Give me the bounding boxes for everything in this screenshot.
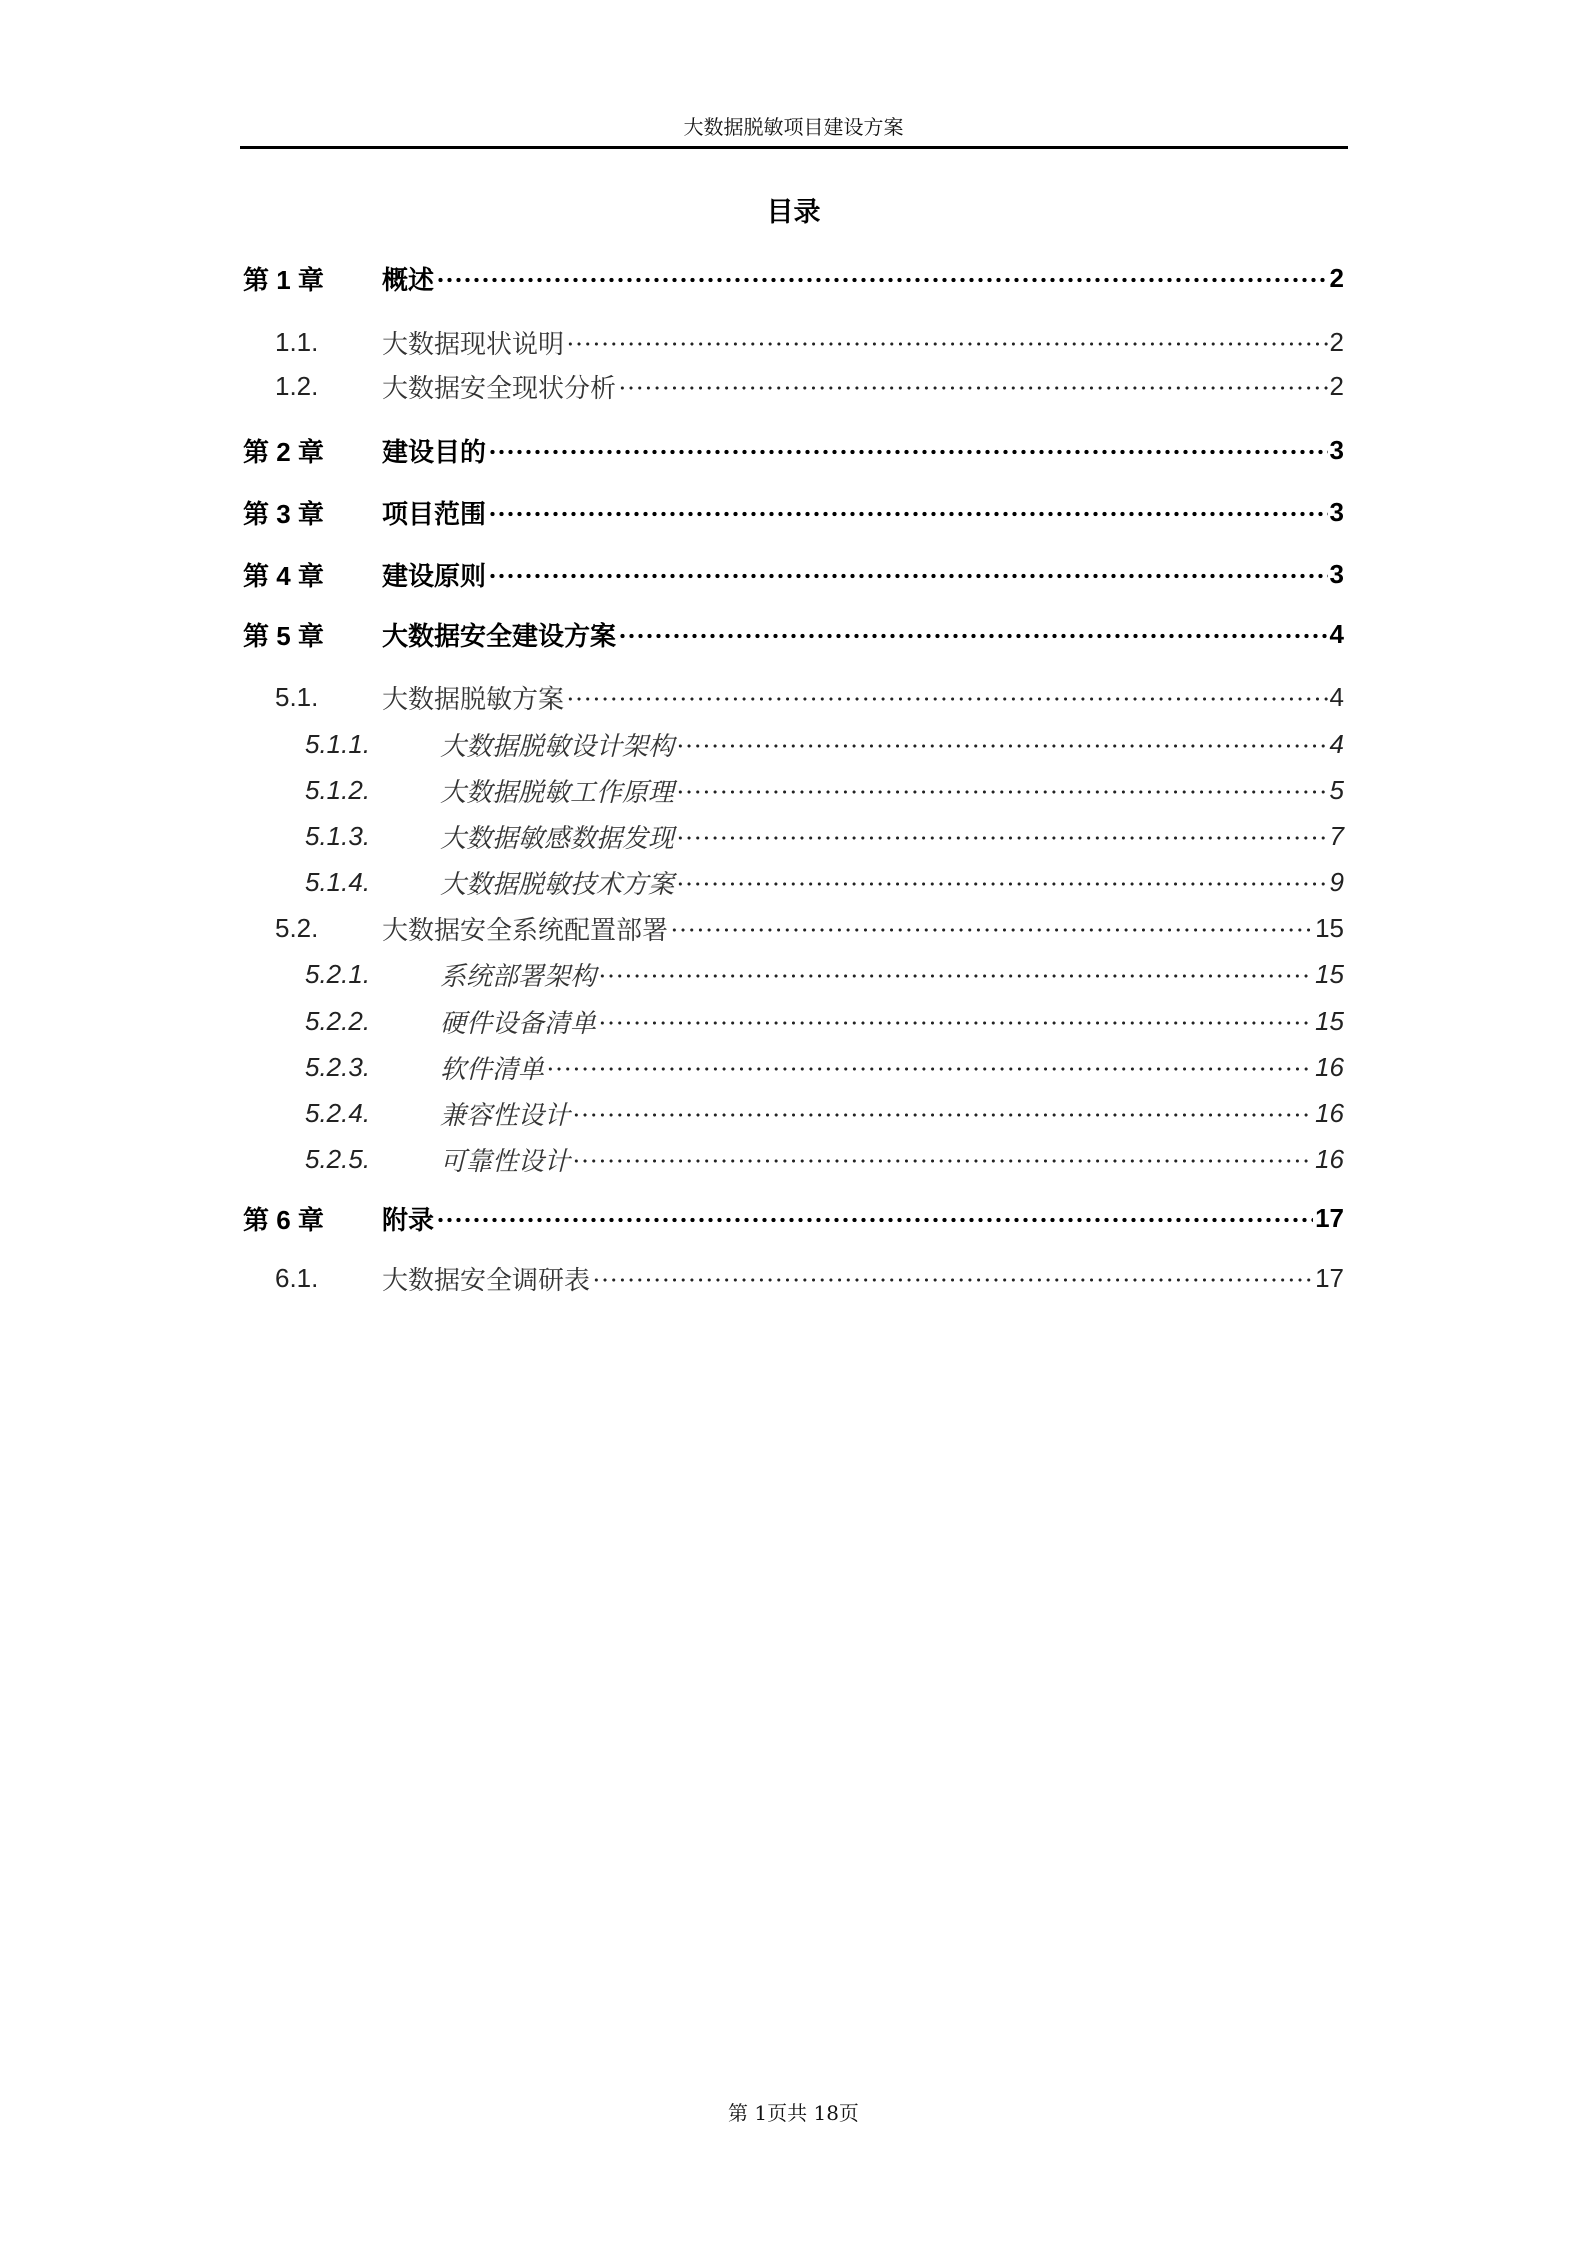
toc-entry-number: 5.1.1. xyxy=(305,728,371,759)
toc-entry-title: 兼容性设计 xyxy=(440,1100,571,1131)
dot-leader xyxy=(488,570,1328,582)
toc-section-entry[interactable] xyxy=(240,1261,1344,1295)
toc-entry-number: 5.1.4. xyxy=(305,866,371,897)
toc-entry-title: 大数据脱敏设计架构 xyxy=(440,731,675,762)
toc-chapter-entry[interactable] xyxy=(240,617,1344,651)
toc-entry-page-number: 17 xyxy=(1315,1262,1344,1293)
toc-subsection-entry[interactable] xyxy=(240,727,1344,761)
toc-entry-title: 附录 xyxy=(382,1205,435,1236)
toc-entry-number: 5.1.3. xyxy=(305,820,371,851)
toc-entry-title: 大数据安全现状分析 xyxy=(382,373,617,404)
toc-entry-number: 第 1 章 xyxy=(243,264,324,295)
toc-subsection-entry[interactable] xyxy=(240,957,1344,991)
toc-entry-page-number: 2 xyxy=(1329,262,1344,293)
dot-leader xyxy=(488,508,1328,520)
dot-leader xyxy=(566,693,1328,705)
toc-entry-page-number: 3 xyxy=(1329,434,1344,465)
toc-entry-title: 软件清单 xyxy=(440,1054,545,1085)
toc-entry-page-number: 2 xyxy=(1329,370,1344,401)
toc-entry-title: 大数据安全调研表 xyxy=(382,1265,591,1296)
toc-entry-page-number: 4 xyxy=(1329,618,1344,649)
toc-entry-number: 5.2.2. xyxy=(305,1005,371,1036)
toc-entry-number: 5.2.1. xyxy=(305,958,371,989)
dot-leader xyxy=(676,740,1328,752)
dot-leader xyxy=(618,382,1328,394)
toc-entry-page-number: 15 xyxy=(1315,912,1344,943)
toc-section-entry[interactable] xyxy=(240,369,1344,403)
toc-entry-title: 概述 xyxy=(382,265,435,296)
toc-entry-page-number: 3 xyxy=(1329,558,1344,589)
toc-entry-number: 5.2. xyxy=(275,912,319,943)
dot-leader xyxy=(676,878,1328,890)
dot-leader xyxy=(598,970,1313,982)
toc-entry-page-number: 16 xyxy=(1315,1051,1344,1082)
toc-entry-number: 5.2.5. xyxy=(305,1143,371,1174)
toc-entry-title: 大数据安全系统配置部署 xyxy=(382,915,669,946)
toc-entry-title: 大数据敏感数据发现 xyxy=(440,823,675,854)
toc-entry-page-number: 4 xyxy=(1329,681,1344,712)
toc-subsection-entry[interactable] xyxy=(240,773,1344,807)
toc-entry-number: 1.1. xyxy=(275,326,319,357)
toc-entry-page-number: 7 xyxy=(1329,820,1344,851)
toc-entry-number: 1.2. xyxy=(275,370,319,401)
dot-leader xyxy=(592,1274,1313,1286)
header-divider xyxy=(240,146,1348,149)
dot-leader xyxy=(566,338,1328,350)
dot-leader xyxy=(572,1109,1313,1121)
toc-entry-page-number: 2 xyxy=(1329,326,1344,357)
toc-subsection-entry[interactable] xyxy=(240,865,1344,899)
toc-chapter-entry[interactable] xyxy=(240,495,1344,529)
toc-entry-number: 第 5 章 xyxy=(243,620,324,651)
dot-leader xyxy=(436,1214,1313,1226)
dot-leader xyxy=(618,630,1328,642)
toc-subsection-entry[interactable] xyxy=(240,819,1344,853)
toc-entry-title: 项目范围 xyxy=(382,499,487,530)
toc-section-entry[interactable] xyxy=(240,911,1344,945)
toc-entry-page-number: 9 xyxy=(1329,866,1344,897)
toc-entry-page-number: 16 xyxy=(1315,1143,1344,1174)
toc-entry-title: 系统部署架构 xyxy=(440,961,597,992)
toc-chapter-entry[interactable] xyxy=(240,261,1344,295)
dot-leader xyxy=(436,274,1328,286)
toc-entry-title: 硬件设备清单 xyxy=(440,1008,597,1039)
toc-entry-page-number: 3 xyxy=(1329,496,1344,527)
toc-entry-title: 大数据脱敏工作原理 xyxy=(440,777,675,808)
toc-entry-page-number: 15 xyxy=(1315,958,1344,989)
toc-entry-number: 5.1. xyxy=(275,681,319,712)
toc-entry-title: 可靠性设计 xyxy=(440,1146,571,1177)
toc-entry-page-number: 16 xyxy=(1315,1097,1344,1128)
toc-chapter-entry[interactable] xyxy=(240,433,1344,467)
toc-entry-title: 大数据脱敏方案 xyxy=(382,684,565,715)
toc-entry-page-number: 17 xyxy=(1315,1202,1344,1233)
toc-section-entry[interactable] xyxy=(240,325,1344,359)
dot-leader xyxy=(572,1155,1313,1167)
toc-chapter-entry[interactable] xyxy=(240,1201,1344,1235)
dot-leader xyxy=(670,924,1313,936)
running-header: 大数据脱敏项目建设方案 xyxy=(683,115,904,139)
toc-entry-page-number: 4 xyxy=(1329,728,1344,759)
dot-leader xyxy=(598,1017,1313,1029)
toc-entry-number: 第 4 章 xyxy=(243,560,324,591)
toc-subsection-entry[interactable] xyxy=(240,1050,1344,1084)
toc-entry-title: 大数据安全建设方案 xyxy=(382,621,617,652)
dot-leader xyxy=(676,832,1328,844)
toc-entry-number: 第 2 章 xyxy=(243,436,324,467)
toc-entry-title: 建设目的 xyxy=(382,437,487,468)
page-footer: 第 1页共 18页 xyxy=(728,2101,859,2125)
toc-subsection-entry[interactable] xyxy=(240,1142,1344,1176)
toc-entry-title: 大数据脱敏技术方案 xyxy=(440,869,675,900)
toc-subsection-entry[interactable] xyxy=(240,1004,1344,1038)
dot-leader xyxy=(546,1063,1313,1075)
toc-entry-page-number: 15 xyxy=(1315,1005,1344,1036)
toc-entry-title: 建设原则 xyxy=(382,561,487,592)
toc-entry-number: 5.2.3. xyxy=(305,1051,371,1082)
dot-leader xyxy=(488,446,1328,458)
toc-subsection-entry[interactable] xyxy=(240,1096,1344,1130)
toc-chapter-entry[interactable] xyxy=(240,557,1344,591)
toc-entry-number: 5.1.2. xyxy=(305,774,371,805)
toc-entry-number: 6.1. xyxy=(275,1262,319,1293)
toc-title: 目录 xyxy=(766,197,821,228)
dot-leader xyxy=(676,786,1328,798)
toc-section-entry[interactable] xyxy=(240,680,1344,714)
toc-entry-number: 第 3 章 xyxy=(243,498,324,529)
toc-entry-number: 5.2.4. xyxy=(305,1097,371,1128)
toc-entry-page-number: 5 xyxy=(1329,774,1344,805)
toc-entry-number: 第 6 章 xyxy=(243,1204,324,1235)
toc-entry-title: 大数据现状说明 xyxy=(382,329,565,360)
